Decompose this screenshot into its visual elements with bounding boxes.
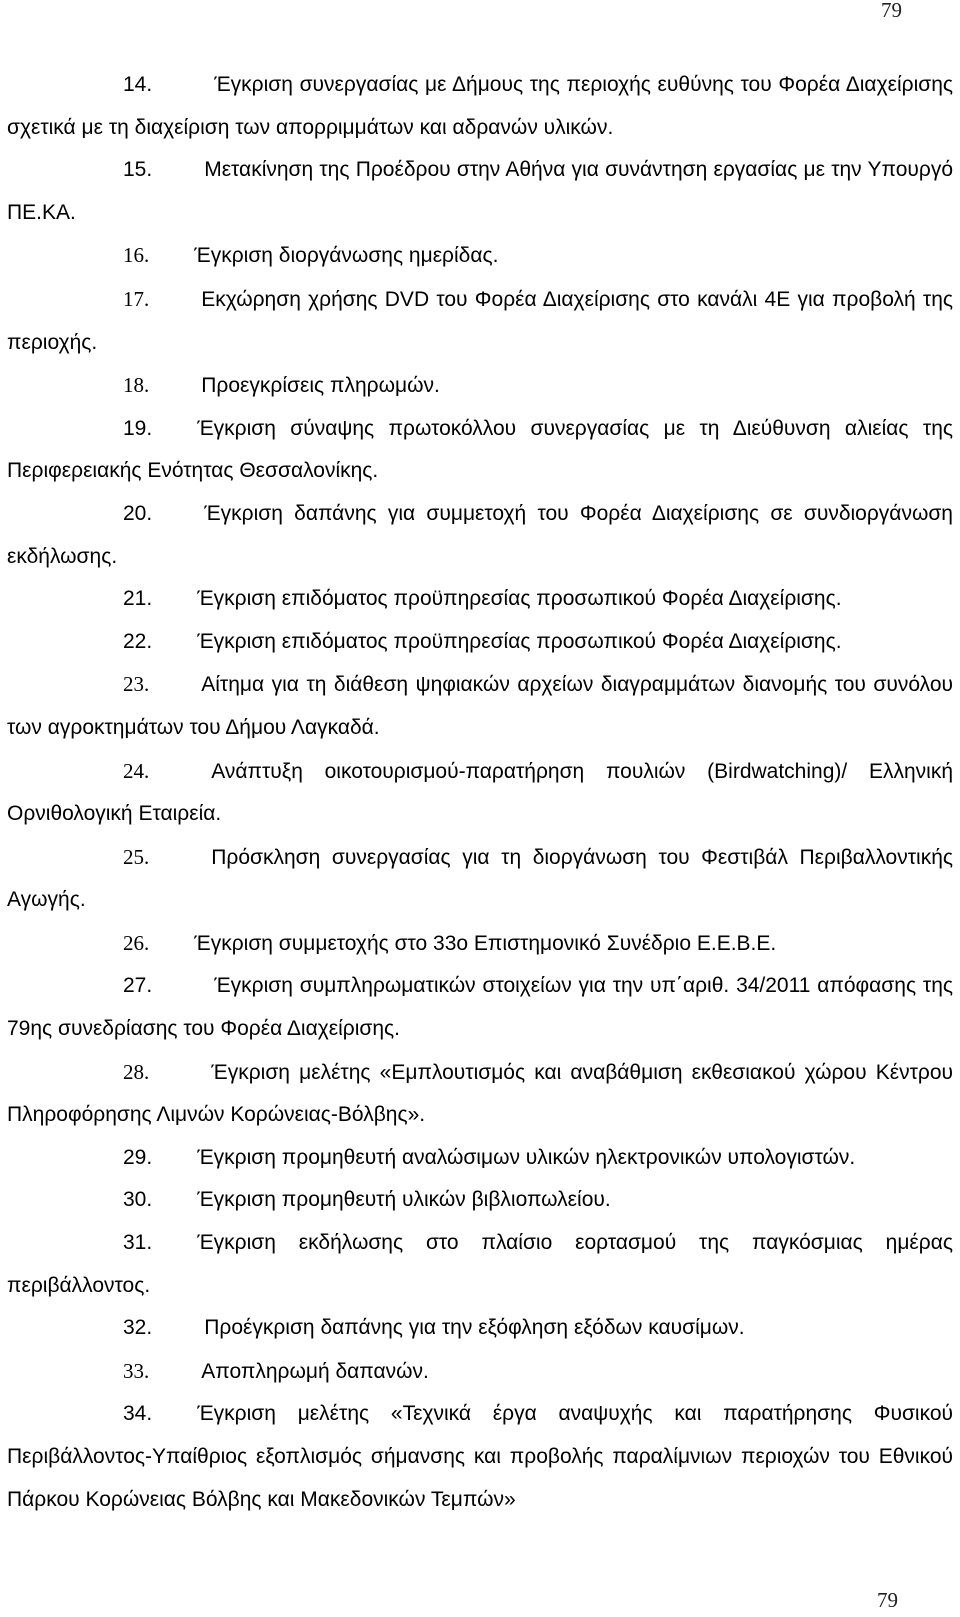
item-text: Αίτημα για τη διάθεση ψηφιακών αρχείων διαγραμμάτων διανομής του συνόλου των αγροκτημάτων του Δήμου Λαγκαδά. (7, 673, 953, 739)
item-number: 30. (123, 1188, 153, 1212)
item-text: Έγκριση σύναψης πρωτοκόλλου συνεργασίας με τη Διεύθυνση αλιείας της Περιφερειακής Ενότητας Θεσσαλονίκης. (7, 416, 953, 483)
item-number: 28. (123, 1059, 150, 1084)
item-text: Ανάπτυξη οικοτουρισμού-παρατήρηση πουλιών (Birdwatching)/ Ελληνική Ορνιθολογική Εταιρεία. (7, 759, 953, 826)
item-text: Έγκριση επιδόματος προϋπηρεσίας προσωπικού Φορέα Διαχείρισης. (197, 629, 842, 653)
item-text: Έγκριση δαπάνης για συμμετοχή του Φορέα Διαχείρισης σε συνδιοργάνωση εκδήλωσης. (7, 501, 953, 568)
list-item (7, 408, 953, 493)
item-text: Έγκριση συμμετοχής στο 33ο Επιστημονικό Συνέδριο Ε.Ε.Β.Ε. (194, 931, 777, 955)
item-number: 27. (123, 974, 153, 998)
item-number: 34. (123, 1402, 153, 1426)
list-item (7, 234, 953, 278)
item-number: 14. (123, 73, 153, 96)
item-number: 29. (123, 1145, 153, 1169)
list-item (7, 1222, 953, 1307)
list-item (7, 922, 953, 966)
item-number: 18. (123, 373, 150, 398)
item-number: 22. (123, 629, 153, 653)
list-item (7, 965, 953, 1050)
item-text: Έγκριση μελέτης «Τεχνικά έργα αναψυχής και παρατήρησης Φυσικού Περιβάλλοντος-Υπαίθριος εξοπλισμός σήμανσης και προβολής παραλίμνιων περιοχών του Εθνικού Πάρκου Κορώνειας Βόλβης και Μακεδονικών Τεμπών» (7, 1402, 953, 1511)
item-text: Έγκριση συμπληρωματικών στοιχείων για την υπ΄αριθ. 34/2011 απόφασης της 79ης συνεδρίασης του Φορέα Διαχείρισης. (7, 974, 953, 1041)
item-text: Πρόσκληση συνεργασίας για τη διοργάνωση του Φεστιβάλ Περιβαλλοντικής Αγωγής. (7, 845, 953, 912)
item-text: Έγκριση εκδήλωσης στο πλαίσιο εορτασμού της παγκόσμιας ημέρας περιβάλλοντος. (7, 1231, 953, 1297)
item-number: 24. (123, 758, 150, 783)
item-text: Έγκριση προμηθευτή υλικών βιβλιοπωλείου. (197, 1188, 611, 1212)
item-number: 25. (123, 844, 150, 869)
item-text: Έγκριση προμηθευτή αναλώσιμων υλικών ηλεκτρονικών υπολογιστών. (197, 1145, 856, 1169)
item-text: Μετακίνηση της Προέδρου στην Αθήνα για συνάντηση εργασίας με την Υπουργό ΠΕ.ΚΑ. (7, 158, 953, 224)
list-item (7, 750, 953, 836)
item-number: 32. (123, 1316, 153, 1340)
item-text: Προεγκρίσεις πληρωμών. (201, 374, 440, 398)
agenda-list (7, 64, 953, 1521)
page-number-bottom: 79 (877, 1588, 898, 1612)
item-number: 19. (123, 416, 153, 440)
item-text: Αποπληρωμή δαπανών. (201, 1359, 429, 1383)
item-number: 21. (123, 587, 153, 611)
list-item (7, 836, 953, 922)
list-item (7, 1393, 953, 1521)
item-text: Έγκριση διοργάνωσης ημερίδας. (194, 244, 499, 268)
item-number: 33. (123, 1358, 150, 1383)
item-number: 23. (123, 672, 150, 697)
list-item (7, 1350, 953, 1394)
page-number-top: 79 (881, 0, 902, 22)
list-item (7, 621, 953, 664)
item-number: 16. (123, 243, 150, 268)
list-item (7, 493, 953, 578)
list-item (7, 364, 953, 408)
item-text: Έγκριση μελέτης «Εμπλουτισμός και αναβάθμιση εκθεσιακού χώρου Κέντρου Πληροφόρησης Λιμνών Κορώνειας-Βόλβης». (7, 1060, 953, 1127)
list-item (7, 663, 953, 749)
list-item (7, 578, 953, 621)
item-text: Έγκριση συνεργασίας με Δήμους της περιοχής ευθύνης του Φορέα Διαχείρισης σχετικά με τη διαχείριση των απορριμμάτων και αδρανών υλικών. (7, 73, 953, 139)
item-text: Εκχώρηση χρήσης DVD του Φορέα Διαχείρισης στο κανάλι 4Ε για προβολή της περιοχής. (7, 287, 953, 354)
list-item (7, 1137, 953, 1180)
item-text: Έγκριση επιδόματος προϋπηρεσίας προσωπικού Φορέα Διαχείρισης. (197, 587, 842, 611)
list-item (7, 1179, 953, 1222)
item-text: Προέγκριση δαπάνης για την εξόφληση εξόδων καυσίμων. (204, 1316, 745, 1340)
item-number: 20. (123, 501, 153, 525)
list-item (7, 149, 953, 234)
list-item (7, 64, 953, 149)
item-number: 26. (123, 930, 150, 955)
list-item (7, 1051, 953, 1137)
item-number: 17. (123, 286, 150, 311)
list-item (7, 1307, 953, 1350)
item-number: 31. (123, 1231, 153, 1255)
list-item (7, 278, 953, 364)
item-number: 15. (123, 158, 153, 182)
